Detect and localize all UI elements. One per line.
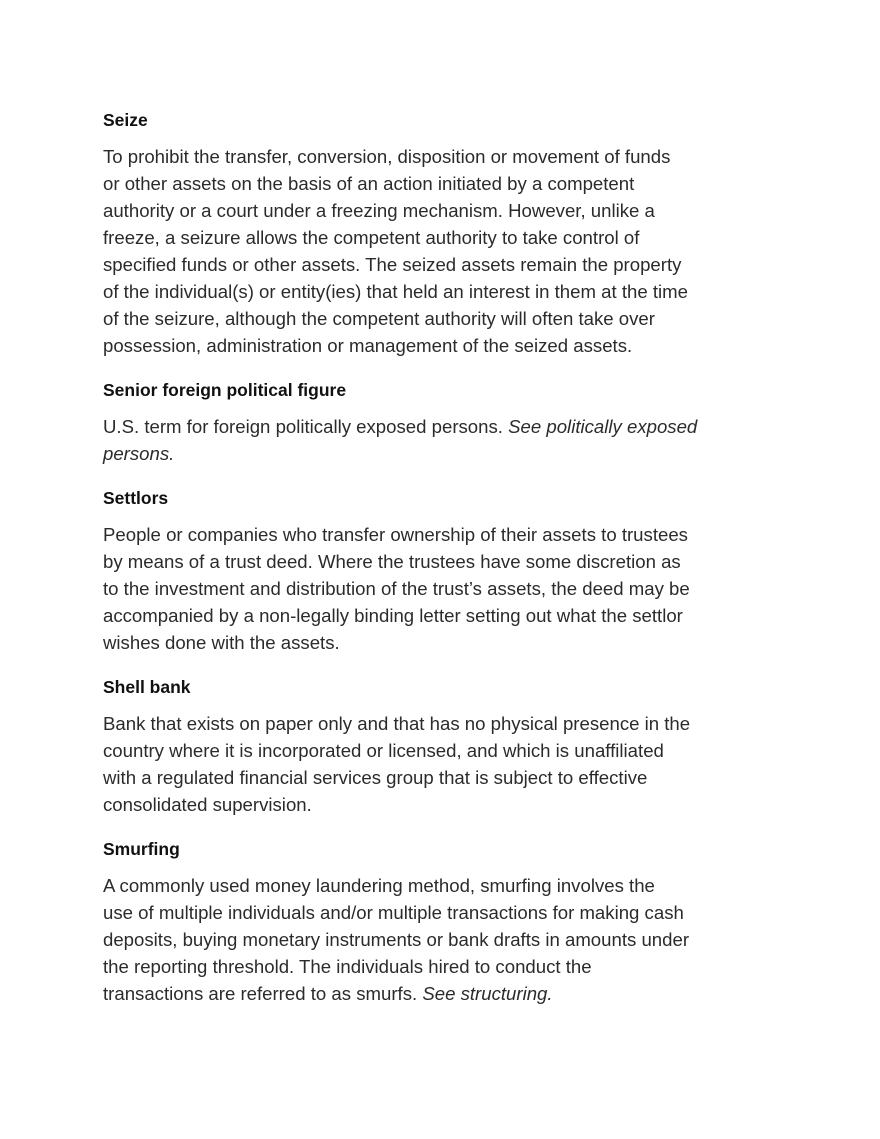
term-definition bbox=[103, 521, 803, 656]
definition-line: accompanied by a non-legally binding letter setting out what the settlor bbox=[103, 605, 683, 626]
glossary-entry-smurfing bbox=[103, 836, 803, 1007]
term-definition bbox=[103, 413, 803, 467]
definition-line: or other assets on the basis of an action initiated by a competent bbox=[103, 173, 635, 194]
term-heading: Shell bank bbox=[103, 677, 191, 697]
glossary-entry-senior-foreign-political-figure bbox=[103, 377, 803, 467]
definition-line: possession, administration or management of the seized assets. bbox=[103, 335, 633, 356]
definition-line: by means of a trust deed. Where the trustees have some discretion as bbox=[103, 551, 681, 572]
definition-line: to the investment and distribution of the trust’s assets, the deed may be bbox=[103, 578, 690, 599]
definition-line: consolidated supervision. bbox=[103, 794, 312, 815]
definition-line: specified funds or other assets. The seized assets remain the property bbox=[103, 254, 682, 275]
term-definition bbox=[103, 710, 803, 818]
definition-line: deposits, buying monetary instruments or bank drafts in amounts under bbox=[103, 929, 690, 950]
definition-line: of the individual(s) or entity(ies) that held an interest in them at the time bbox=[103, 281, 688, 302]
glossary-entry-settlors bbox=[103, 485, 803, 656]
see-also-reference: See structuring. bbox=[422, 983, 553, 1004]
definition-line bbox=[103, 413, 803, 440]
glossary-entry-seize bbox=[103, 107, 803, 359]
term-heading: Smurfing bbox=[103, 839, 180, 859]
definition-line: with a regulated financial services group that is subject to effective bbox=[103, 767, 648, 788]
term-definition bbox=[103, 143, 803, 359]
definition-line: People or companies who transfer ownership of their assets to trustees bbox=[103, 524, 688, 545]
term-heading: Settlors bbox=[103, 488, 169, 508]
term-definition bbox=[103, 872, 803, 1007]
definition-text: U.S. term for foreign politically exposed persons. bbox=[103, 416, 509, 437]
definition-line: of the seizure, although the competent authority will often take over bbox=[103, 308, 655, 329]
glossary-page bbox=[103, 107, 803, 1025]
definition-line: use of multiple individuals and/or multiple transactions for making cash bbox=[103, 902, 684, 923]
term-heading: Seize bbox=[103, 110, 148, 130]
definition-text: transactions are referred to as smurfs. bbox=[103, 983, 423, 1004]
definition-line bbox=[103, 440, 803, 467]
definition-line: freeze, a seizure allows the competent authority to take control of bbox=[103, 227, 640, 248]
glossary-entry-shell-bank bbox=[103, 674, 803, 818]
definition-line: authority or a court under a freezing mechanism. However, unlike a bbox=[103, 200, 655, 221]
definition-line: To prohibit the transfer, conversion, disposition or movement of funds bbox=[103, 146, 671, 167]
term-heading: Senior foreign political figure bbox=[103, 380, 347, 400]
definition-line: Bank that exists on paper only and that has no physical presence in the bbox=[103, 713, 691, 734]
definition-line: the reporting threshold. The individuals hired to conduct the bbox=[103, 956, 592, 977]
see-also-reference: persons. bbox=[103, 443, 175, 464]
definition-line: A commonly used money laundering method, smurfing involves the bbox=[103, 875, 655, 896]
definition-line: country where it is incorporated or licensed, and which is unaffiliated bbox=[103, 740, 664, 761]
see-also-reference: See politically exposed bbox=[508, 416, 698, 437]
definition-line: wishes done with the assets. bbox=[103, 632, 340, 653]
definition-line bbox=[103, 980, 803, 1007]
